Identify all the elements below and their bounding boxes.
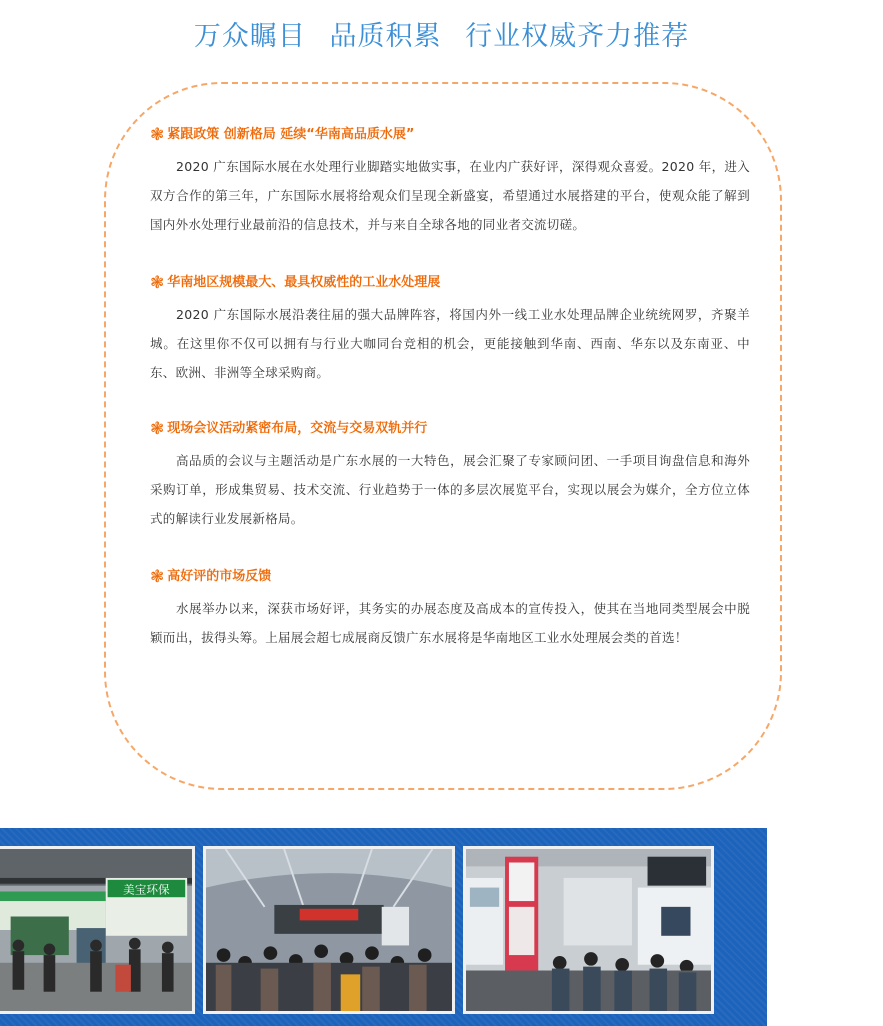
section-title: 高好评的市场反馈 [167, 569, 272, 584]
section-title: 紧跟政策 创新格局 延续“华南高品质水展” [167, 127, 415, 142]
section-text: 高品质的会议与主题活动是广东水展的一大特色，展会汇聚了专家顾问团、一手项目询盘信息和海外采购订单，形成集贸易、技术交流、行业趋势于一体的多层次展览平台，实现以展会为媒介，全方位立体式的解读行业发展新格局。 [150, 453, 750, 526]
section-meetings [150, 420, 750, 533]
flower-icon: ❃ [150, 273, 165, 293]
section-text: 2020 广东国际水展沿袭往届的强大品牌阵容，将国内外一线工业水处理品牌企业统统网罗，齐聚羊城。在这里你不仅可以拥有与行业大咖同台竞相的机会，更能接触到华南、西南、华东以及东南亚、中东、欧洲、非洲等全球采购商。 [150, 307, 750, 380]
section-title: 现场会议活动紧密布局，交流与交易双轨并行 [167, 421, 428, 436]
exhibition-hall-photo [463, 846, 714, 1014]
section-text: 水展举办以来，深获市场好评，其务实的办展态度及高成本的宣传投入，使其在当地同类型展会中脱颖而出，拔得头筹。上届展会超七成展商反馈广东水展将是华南地区工业水处理展会类的首选！ [150, 601, 750, 645]
flower-icon: ❃ [150, 125, 165, 145]
section-text: 2020 广东国际水展在水处理行业脚踏实地做实事，在业内广获好评，深得观众喜爱。2020 年，进入双方合作的第三年，广东国际水展将给观众们呈现全新盛宴，希望通过水展搭建的平台，使观众能了解到国内外水处理行业最前沿的信息技术，并与来自全球各地的同业者交流切磋。 [150, 159, 750, 232]
section-policy [150, 126, 750, 239]
section-feedback [150, 568, 750, 652]
exhibition-booth-photo [0, 846, 195, 1014]
page-headline: 万众瞩目 品质积累 行业权威齐力推荐 [193, 21, 690, 52]
booth-sign: 美宝环保 [123, 882, 170, 897]
intro-panel [104, 82, 782, 790]
section-scale [150, 274, 750, 387]
section-title: 华南地区规模最大、最具权威性的工业水处理展 [167, 275, 441, 290]
exhibition-entrance-photo [203, 846, 455, 1014]
flower-icon: ❃ [150, 419, 165, 439]
flower-icon: ❃ [150, 567, 165, 587]
